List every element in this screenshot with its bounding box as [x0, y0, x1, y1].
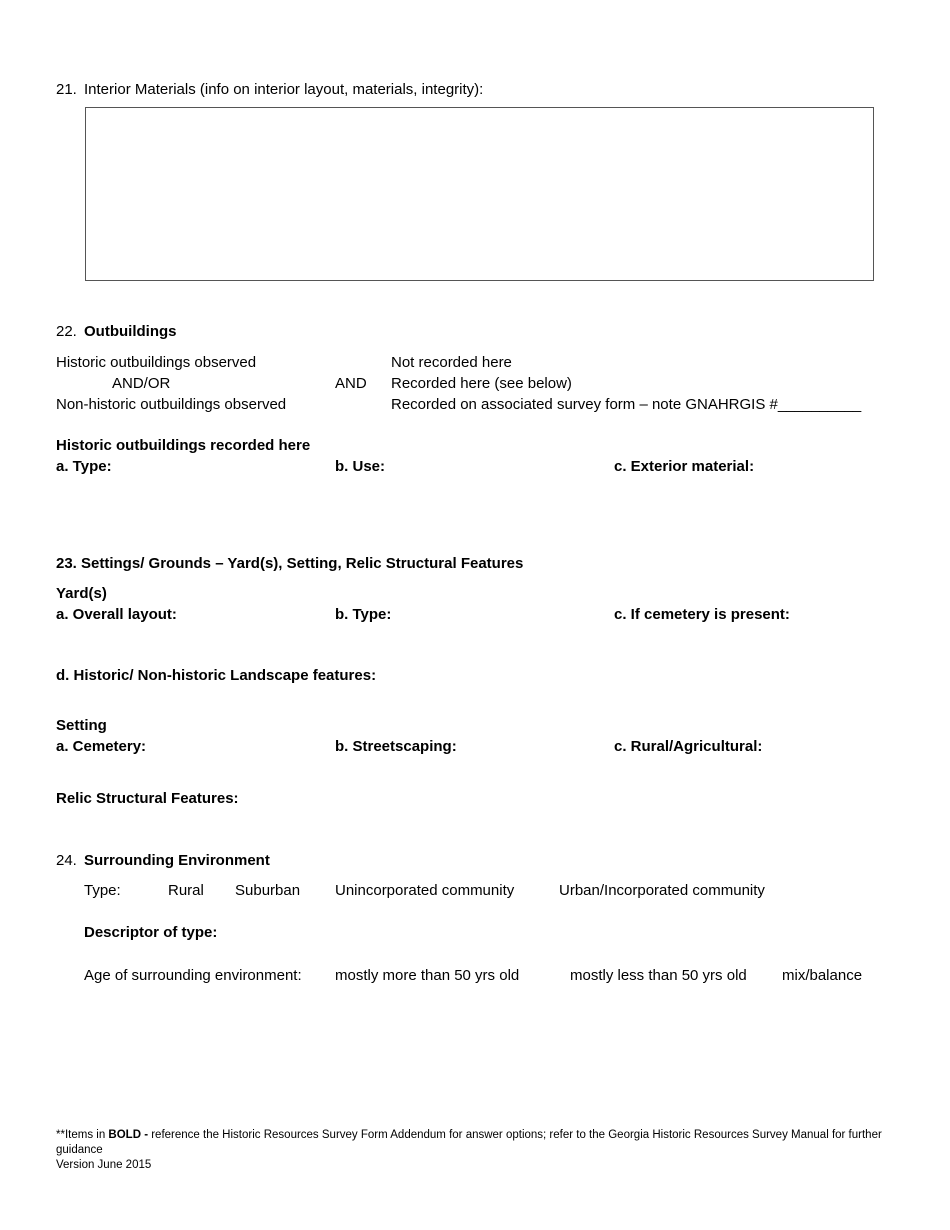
and-label: AND — [335, 375, 367, 392]
footer-rest: reference the Historic Resources Survey Form Addendum for answer options; refer to the Georgia Historic Resources Survey Manual for further guidance — [56, 1129, 882, 1156]
rural-agricultural-label: c. Rural/Agricultural: — [614, 738, 763, 755]
setting-cemetery-label: a. Cemetery: — [56, 738, 147, 755]
section-21-number: 21. — [56, 81, 77, 98]
outbuilding-type-label: a. Type: — [56, 458, 112, 475]
footer-bold: BOLD - — [108, 1129, 149, 1141]
type-option-suburban[interactable]: Suburban — [235, 882, 301, 899]
section-21-label: Interior Materials (info on interior layout, materials, integrity): — [84, 81, 484, 98]
landscape-features-label: d. Historic/ Non-historic Landscape features: — [56, 667, 377, 684]
andor-label: AND/OR — [112, 375, 171, 392]
age-option-more-than-50[interactable]: mostly more than 50 yrs old — [335, 967, 520, 984]
recorded-here-option[interactable]: Recorded here (see below) — [391, 375, 572, 392]
yards-heading: Yard(s) — [56, 585, 107, 602]
overall-layout-label: a. Overall layout: — [56, 606, 177, 623]
nonhistoric-outbuildings-observed-option[interactable]: Non-historic outbuildings observed — [56, 396, 287, 413]
section-24-title: Surrounding Environment — [84, 852, 270, 869]
recorded-associated-form-option[interactable]: Recorded on associated survey form – note GNAHRGIS #__________ — [391, 396, 862, 413]
outbuilding-exterior-material-label: c. Exterior material: — [614, 458, 755, 475]
interior-materials-textbox[interactable] — [85, 107, 874, 281]
footer-version: Version June 2015 — [56, 1159, 152, 1171]
age-option-less-than-50[interactable]: mostly less than 50 yrs old — [570, 967, 747, 984]
type-option-unincorporated[interactable]: Unincorporated community — [335, 882, 515, 899]
section-24-number: 24. — [56, 852, 77, 869]
footer-note — [56, 1128, 886, 1173]
descriptor-of-type-label: Descriptor of type: — [84, 924, 218, 941]
section-23-title: 23. Settings/ Grounds – Yard(s), Setting, Relic Structural Features — [56, 555, 524, 572]
outbuilding-use-label: b. Use: — [335, 458, 386, 475]
age-environment-label: Age of surrounding environment: — [84, 967, 302, 984]
section-22-title: Outbuildings — [84, 323, 177, 340]
historic-outbuildings-recorded-heading: Historic outbuildings recorded here — [56, 437, 311, 454]
footer-prefix: **Items in — [56, 1129, 109, 1141]
relic-structural-features-label: Relic Structural Features: — [56, 790, 239, 807]
not-recorded-here-option[interactable]: Not recorded here — [391, 354, 512, 371]
historic-outbuildings-observed-option[interactable]: Historic outbuildings observed — [56, 354, 257, 371]
yard-type-label: b. Type: — [335, 606, 392, 623]
cemetery-present-label: c. If cemetery is present: — [614, 606, 790, 623]
type-option-rural[interactable]: Rural — [168, 882, 204, 899]
section-22-number: 22. — [56, 323, 77, 340]
age-option-mix-balance[interactable]: mix/balance — [782, 967, 863, 984]
environment-type-label: Type: — [84, 882, 121, 899]
setting-heading: Setting — [56, 717, 107, 734]
type-option-urban[interactable]: Urban/Incorporated community — [559, 882, 765, 899]
streetscaping-label: b. Streetscaping: — [335, 738, 457, 755]
